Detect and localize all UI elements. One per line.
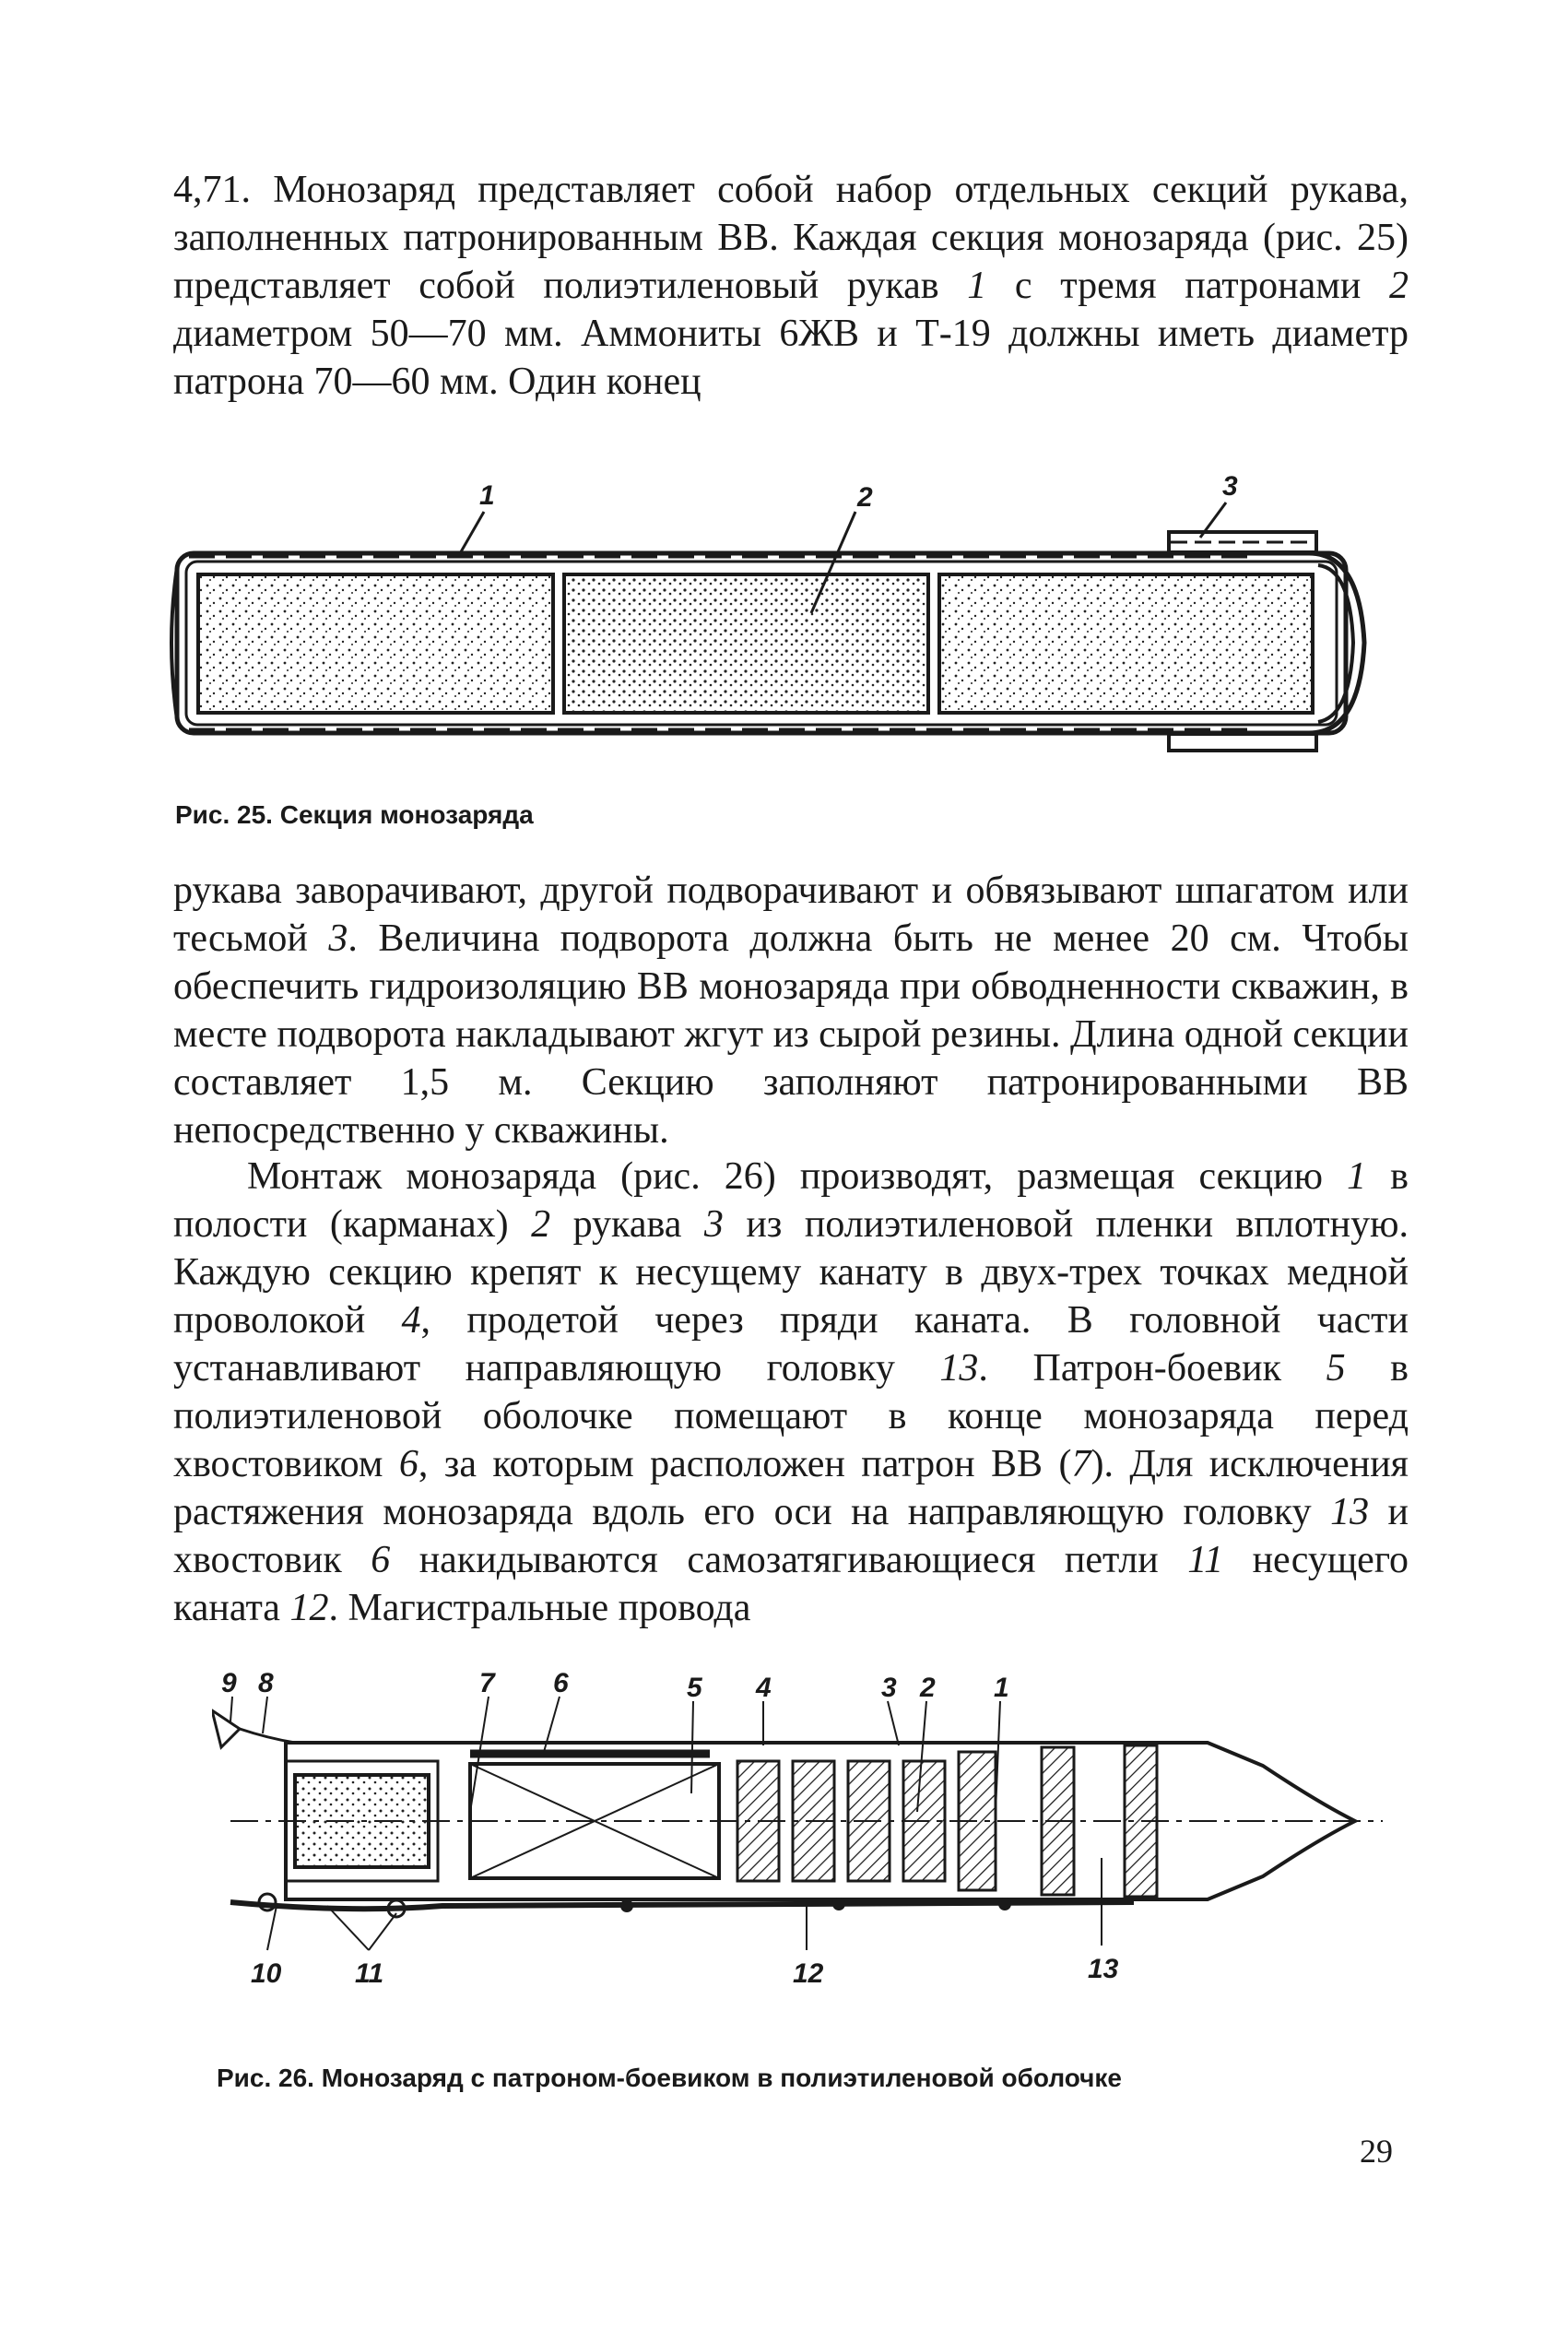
text-run: ). Для исключения растяжения монозаряда вдоль его оси на направляющую головку xyxy=(173,1443,1409,1533)
figure-ref: 2 xyxy=(531,1203,551,1246)
fig26-label-2: 2 xyxy=(920,1673,936,1703)
fig26-label-13: 13 xyxy=(1088,1954,1119,1984)
text-run: в полости (карманах) xyxy=(173,1155,1409,1246)
fig26-label-11: 11 xyxy=(355,1958,384,1989)
paragraph-2 xyxy=(173,867,1409,1154)
text-run: из полиэтиленовой пленки вплотную. Каждую секцию крепят к несущему канату в двух-трех точках медной проволокой xyxy=(173,1203,1409,1342)
figure-ref: 6 xyxy=(371,1539,391,1581)
figure-ref: 1 xyxy=(1347,1155,1367,1198)
text-run: диаметром 50—70 мм. Аммониты 6ЖВ и Т-19 должны иметь диаметр патрона 70—60 мм. Один конец xyxy=(173,313,1409,403)
paragraph-1 xyxy=(173,166,1409,406)
figure-ref: 1 xyxy=(967,265,987,307)
figure-ref: 2 xyxy=(1389,265,1409,307)
figure-ref: 11 xyxy=(1187,1539,1224,1581)
paragraph-3 xyxy=(173,1153,1409,1632)
figure-ref: 3 xyxy=(703,1203,724,1246)
text-run: . Патрон-боевик xyxy=(978,1347,1326,1390)
fig26-label-3: 3 xyxy=(881,1673,897,1703)
text-run: . Магистральные провода xyxy=(328,1587,751,1629)
figure-25 xyxy=(166,466,1392,770)
figure-ref: 3 xyxy=(328,917,348,960)
fig25-label-3: 3 xyxy=(1222,471,1238,502)
text-run: несущего каната xyxy=(173,1539,1409,1629)
figure-26 xyxy=(212,1664,1410,1996)
fig26-label-9: 9 xyxy=(221,1668,237,1698)
fig26-label-4: 4 xyxy=(756,1673,772,1703)
fig26-label-1: 1 xyxy=(994,1673,1009,1703)
fig26-label-8: 8 xyxy=(258,1668,274,1698)
text-run: , за которым расположен патрон ВВ ( xyxy=(418,1443,1072,1485)
text-run: в полиэтиленовой оболочке помещают в конце монозаряда перед хвостовиком xyxy=(173,1347,1409,1485)
text-run: , продетой через пряди каната. В головной части устанавливают направляющую головку xyxy=(173,1299,1409,1390)
figure-25-caption: Рис. 25. Секция монозаряда xyxy=(175,800,534,829)
text-run: рукава заворачивают, другой подворачивают и обвязывают шпагатом или тесьмой xyxy=(173,869,1409,960)
text-run: с тремя патронами xyxy=(986,265,1389,307)
figure-ref: 6 xyxy=(398,1443,419,1485)
figure-ref: 12 xyxy=(289,1587,329,1629)
fig25-label-1: 1 xyxy=(479,480,495,511)
figure-26-drawing xyxy=(212,1664,1410,1996)
fig26-label-12: 12 xyxy=(793,1958,824,1989)
text-run: . Величина подворота должна быть не менее 20 см. Чтобы обеспечить гидроизоляцию ВВ монозаряда при обводненности скважин, в месте подворота накладывают жгут из сырой резины. Длина одной секции составляет 1,5 м. Секцию заполняют патронированными ВВ непосредственно у скважины. xyxy=(173,917,1409,1152)
figure-ref: 4 xyxy=(401,1299,421,1342)
figure-ref: 13 xyxy=(1330,1491,1370,1533)
fig26-label-5: 5 xyxy=(687,1673,702,1703)
text-run: рукава xyxy=(550,1203,704,1246)
figure-25-drawing xyxy=(166,466,1392,770)
figure-ref: 5 xyxy=(1326,1347,1346,1390)
figure-ref: 7 xyxy=(1071,1443,1091,1485)
fig26-label-6: 6 xyxy=(553,1668,569,1698)
figure-26-caption: Рис. 26. Монозаряд с патроном-боевиком в полиэтиленовой оболочке xyxy=(217,2064,1122,2092)
fig26-label-10: 10 xyxy=(251,1958,282,1989)
text-run: 4,71. Монозаряд представляет собой набор отдельных секций рукава, заполненных патронированным ВВ. Каждая секция монозаряда (рис. 25) представляет собой полиэтиленовый рукав xyxy=(173,169,1409,307)
text-run: Монтаж монозаряда (рис. 26) производят, размещая секцию xyxy=(247,1155,1348,1198)
fig25-label-2: 2 xyxy=(857,482,873,513)
page-number: 29 xyxy=(1360,2133,1393,2170)
figure-ref: 13 xyxy=(939,1347,979,1390)
text-run: накидываются самозатягивающиеся петли xyxy=(390,1539,1188,1581)
fig26-label-7: 7 xyxy=(479,1668,495,1698)
text-run: и хвостовик xyxy=(173,1491,1409,1581)
